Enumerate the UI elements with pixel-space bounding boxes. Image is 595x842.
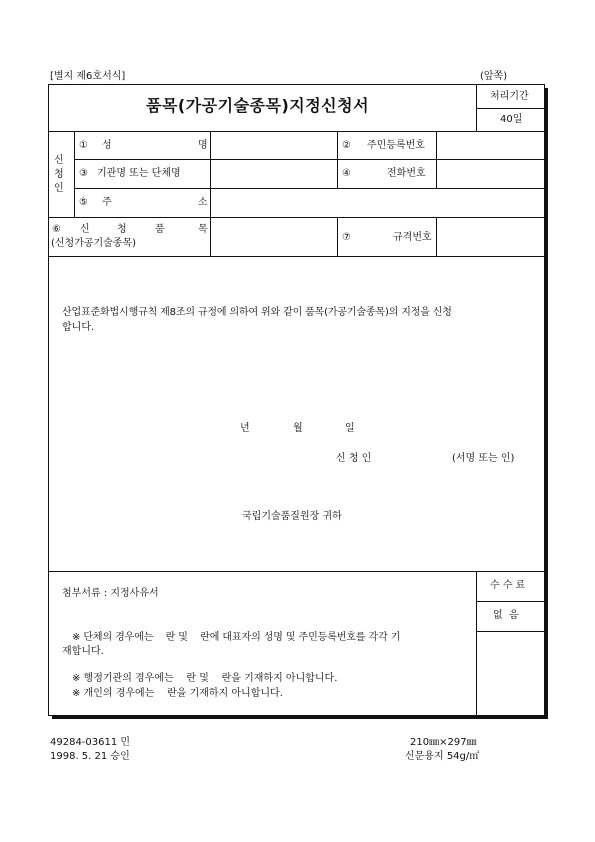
processing-period-label: 처리기간 xyxy=(490,91,529,102)
attachment-docs: 첨부서류 : 지정사유서 xyxy=(62,588,159,599)
date-year: 년 xyxy=(240,423,250,434)
divider xyxy=(476,631,545,632)
form-number: [별지 제6호서식] xyxy=(50,71,126,82)
field-number: ⑥ xyxy=(52,224,61,235)
spec-number-label: 규격번호 xyxy=(393,232,432,243)
field-number: ⑦ xyxy=(342,232,351,243)
frame-shadow-bottom xyxy=(52,716,548,719)
field-number: ④ xyxy=(342,168,351,179)
divider xyxy=(74,159,545,160)
field-number: ② xyxy=(342,140,351,151)
signature-note: (서명 또는 인) xyxy=(452,453,515,464)
item-sublabel: (신청가공기술종목) xyxy=(51,238,137,249)
divider xyxy=(476,108,545,109)
frame-shadow-right xyxy=(545,88,548,719)
form-code: 49284-03611 민 xyxy=(50,737,131,748)
date-day: 일 xyxy=(345,423,355,434)
fee-value: 없 음 xyxy=(493,610,519,621)
applicant-group-label-3: 인 xyxy=(54,183,64,194)
body-statement: 산업표준화법시행규칙 제8조의 규정에 의하여 위와 같이 품목(가공기술종목)의 지정을 신청 xyxy=(62,307,452,318)
name-label: 성 xyxy=(102,140,112,151)
paper-type: 신문용지 54g/㎡ xyxy=(405,751,480,762)
date-month: 월 xyxy=(293,423,303,434)
note-government: ※ 행정기관의 경우에는 란 및 란을 기재하지 아니합니다. xyxy=(72,673,338,684)
recipient: 국립기술품질원장 귀하 xyxy=(242,511,342,522)
divider xyxy=(210,131,211,256)
note-organization-cont: 재합니다. xyxy=(62,646,104,657)
divider xyxy=(476,601,545,602)
name-label: 명 xyxy=(198,140,208,151)
applicant-sign-label: 신 청 인 xyxy=(336,453,372,464)
body-statement-cont: 합니다. xyxy=(62,322,95,333)
note-organization: ※ 단체의 경우에는 란 및 란에 대표자의 성명 및 주민등록번호를 각각 기 xyxy=(72,632,401,643)
field-number: ③ xyxy=(79,168,88,179)
divider xyxy=(48,131,545,132)
organization-label: 기관명 또는 단체명 xyxy=(97,168,181,179)
rrn-label: 주민등록번호 xyxy=(367,140,425,151)
divider xyxy=(337,131,338,188)
processing-period-value: 40일 xyxy=(500,114,523,125)
approval-date: 1998. 5. 21 승인 xyxy=(50,751,130,762)
fee-label: 수 수 료 xyxy=(490,580,526,591)
item-label-char: 신 xyxy=(80,224,90,235)
item-label-char: 목 xyxy=(198,224,208,235)
applicant-group-label-1: 신 xyxy=(54,155,64,166)
item-label-char: 청 xyxy=(117,224,127,235)
address-label: 주 xyxy=(102,197,112,208)
phone-label: 전화번호 xyxy=(387,168,426,179)
address-label: 소 xyxy=(198,197,208,208)
item-label-char: 품 xyxy=(155,224,165,235)
divider xyxy=(436,217,437,256)
form-title: 품목(가공기술종목)지정신청서 xyxy=(146,96,370,115)
divider xyxy=(337,217,338,256)
divider xyxy=(48,217,545,218)
divider xyxy=(74,188,545,189)
page-side-label: (앞쪽) xyxy=(480,71,508,82)
divider xyxy=(74,131,75,217)
field-number: ① xyxy=(79,140,88,151)
paper-size: 210㎜×297㎜ xyxy=(410,737,477,748)
note-individual: ※ 개인의 경우에는 란을 기재하지 아니합니다. xyxy=(72,688,283,699)
divider xyxy=(48,256,545,257)
applicant-group-label-2: 청 xyxy=(54,169,64,180)
field-number: ⑤ xyxy=(79,197,88,208)
divider xyxy=(476,571,477,716)
divider xyxy=(436,131,437,188)
divider xyxy=(48,571,545,572)
